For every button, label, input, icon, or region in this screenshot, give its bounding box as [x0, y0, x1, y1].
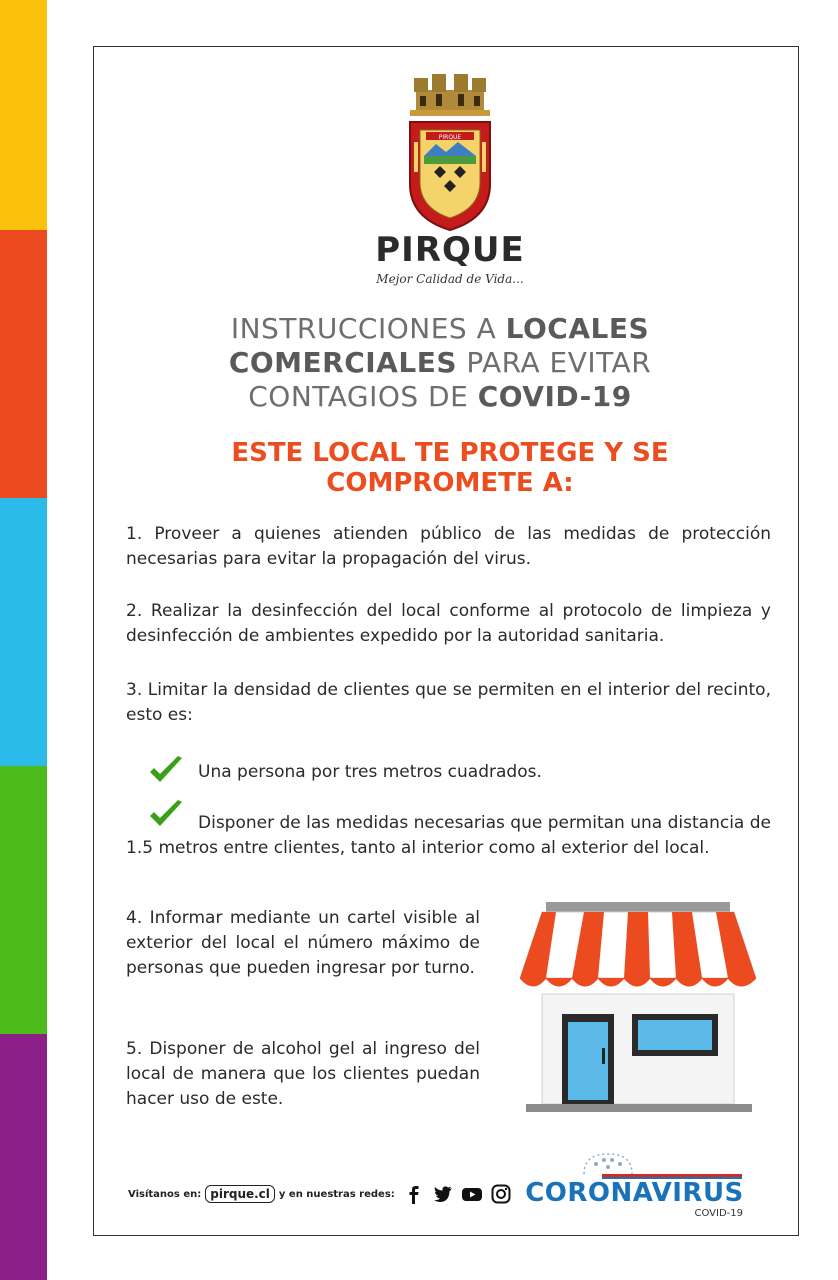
visit-label: Visítanos en:	[128, 1188, 202, 1200]
instruction-item-5: 5. Disponer de alcohol gel al ingreso del local de manera que los clientes puedan hacer uso de este.	[126, 1039, 480, 1109]
stripe-blue	[0, 498, 47, 766]
networks-label: y en nuestras redes:	[278, 1188, 395, 1200]
instagram-icon[interactable]	[491, 1184, 511, 1204]
site-link[interactable]: pirque.cl	[205, 1185, 275, 1203]
crest-text: PIRQUE	[438, 134, 462, 141]
facebook-icon[interactable]	[404, 1184, 424, 1204]
campaign-subtitle: COVID-19	[694, 1208, 743, 1219]
stripe-orange	[0, 230, 47, 498]
checkmark-icon	[148, 754, 184, 786]
page-title	[140, 312, 740, 414]
youtube-icon[interactable]	[462, 1184, 482, 1204]
instruction-item-2: 2. Realizar la desinfección del local conforme al protocolo de limpieza y desinfección de ambientes expedido por la autoridad sanitaria.	[126, 601, 771, 646]
title-line1-light: INSTRUCCIONES A	[230, 312, 506, 345]
title-line2-bold: COMERCIALES	[228, 346, 457, 379]
page-subtitle	[150, 438, 750, 498]
subtitle-line2: COMPROMETE A:	[326, 468, 574, 498]
stripe-yellow	[0, 0, 47, 230]
pirque-crest-icon	[406, 72, 494, 232]
coronavirus-campaign-logo	[522, 1150, 747, 1220]
title-line3-bold: COVID-19	[477, 380, 632, 413]
check-item-1: Una persona por tres metros cuadrados.	[198, 762, 542, 782]
subtitle-line1: ESTE LOCAL TE PROTEGE Y SE	[231, 438, 669, 468]
title-line1-bold: LOCALES	[505, 312, 650, 345]
virus-icon	[578, 1150, 638, 1174]
title-line2-light: PARA EVITAR	[457, 346, 652, 379]
brand-slogan: Mejor Calidad de Vida...	[376, 272, 524, 286]
instruction-item-3: 3. Limitar la densidad de clientes que se permiten en el interior del recinto, esto es:	[126, 680, 771, 725]
storefront-icon	[520, 898, 756, 1116]
check-item-2: Disponer de las medidas necesarias que permitan una distancia de 1.5 metros entre clientes, tanto al interior como al exterior del local.	[126, 813, 771, 858]
instruction-item-4: 4. Informar mediante un cartel visible al exterior del local el número máximo de personas que pueden ingresar por turno.	[126, 908, 480, 978]
title-line3-light: CONTAGIOS DE	[248, 380, 478, 413]
footer-social	[128, 1182, 511, 1206]
brand-name: PIRQUE	[375, 230, 525, 270]
instruction-item-1: 1. Proveer a quienes atienden público de las medidas de protección necesarias para evitar la propagación del virus.	[126, 524, 771, 569]
stripe-green	[0, 766, 47, 1034]
stripe-purple	[0, 1034, 47, 1280]
campaign-title: CORONAVIRUS	[525, 1178, 744, 1208]
twitter-icon[interactable]	[433, 1184, 453, 1204]
